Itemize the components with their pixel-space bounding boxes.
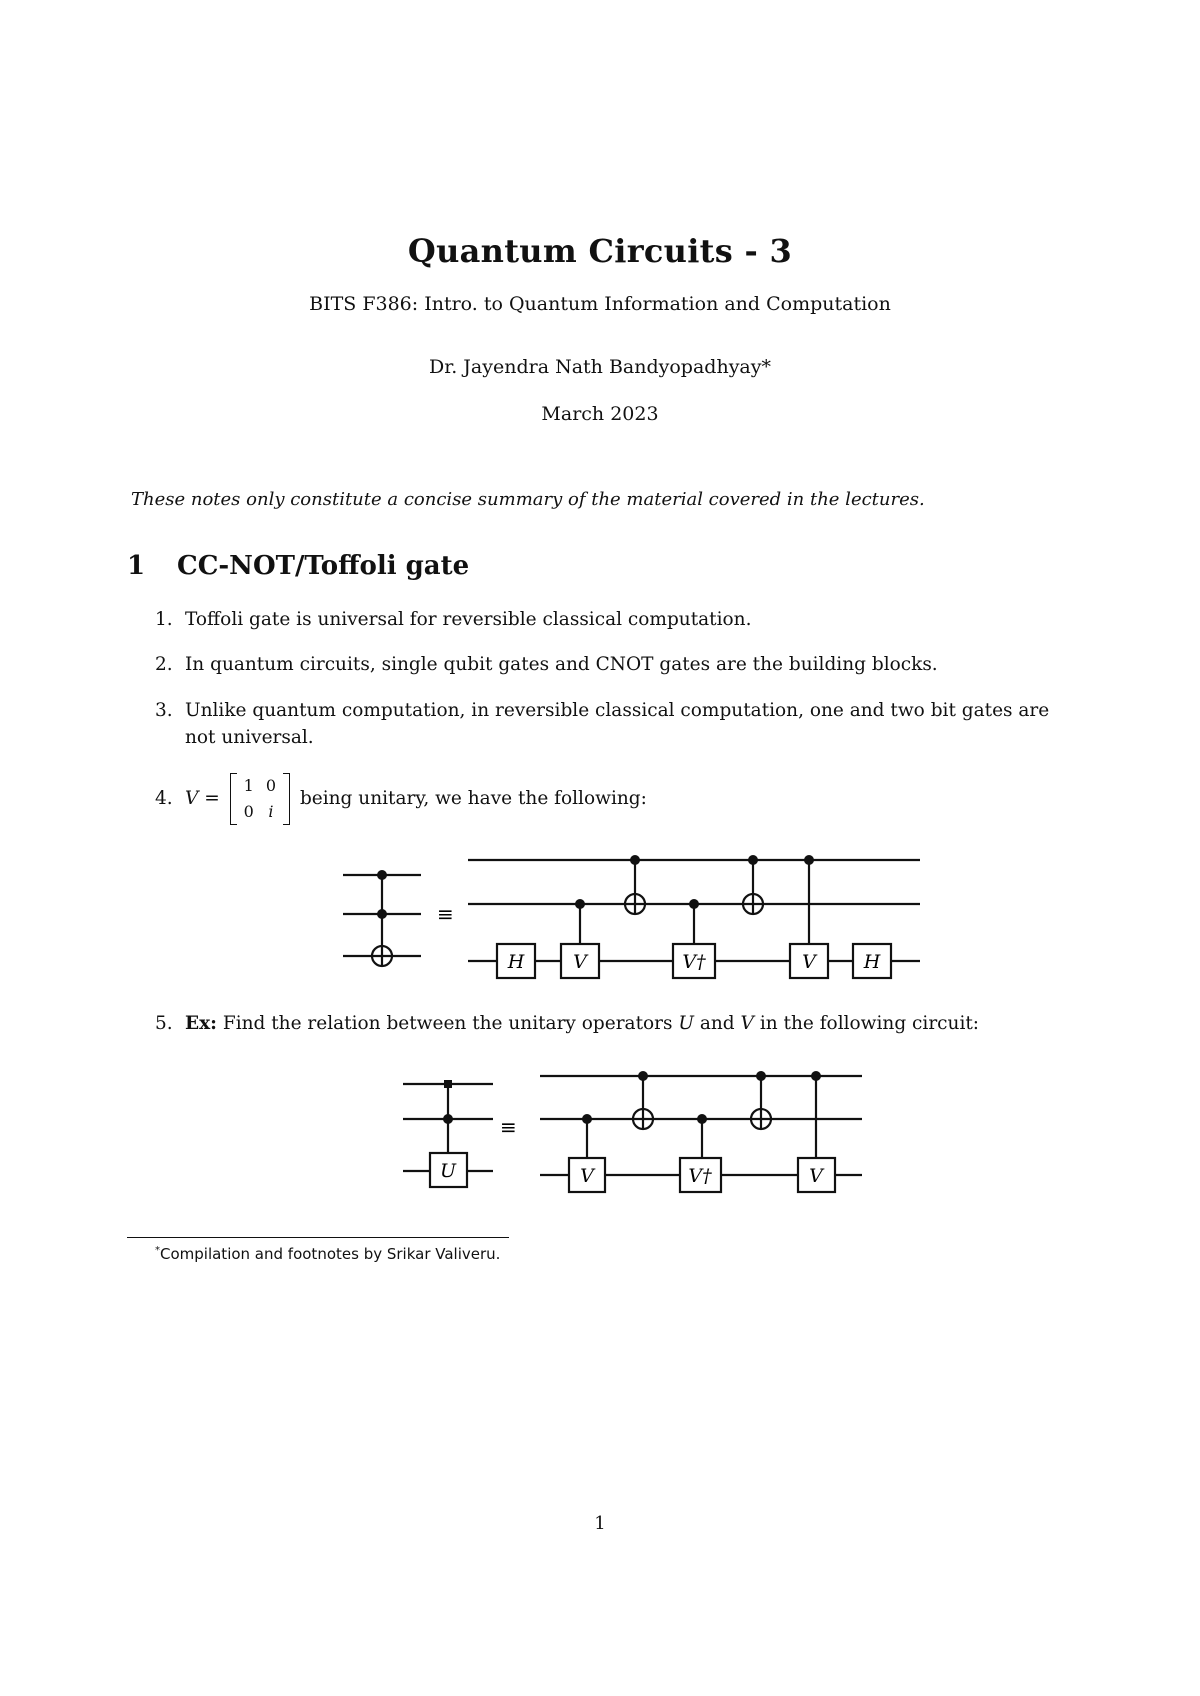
gate-label: V†	[682, 951, 706, 973]
gate-label: V	[802, 951, 816, 973]
control-dot	[443, 1114, 453, 1124]
control-dot	[697, 1114, 707, 1124]
footnote	[155, 1245, 500, 1263]
gate-label: H	[863, 951, 881, 973]
item-number: 3.	[155, 700, 173, 721]
control-dot	[582, 1114, 592, 1124]
matrix-cell: 0	[243, 802, 254, 821]
item-text: Toffoli gate is universal for reversible classical computation.	[185, 609, 752, 630]
control-dot	[811, 1071, 821, 1081]
item-text: Find the relation between the unitary operators	[222, 1013, 673, 1034]
gate-label: U	[439, 1160, 457, 1182]
footnote-rule	[127, 1237, 509, 1238]
gate-label: V	[580, 1165, 594, 1187]
matrix-cell: i	[268, 802, 274, 821]
control-dot	[638, 1071, 648, 1081]
item-number: 4.	[155, 788, 173, 809]
exercise-label: Ex:	[185, 1013, 217, 1034]
control-dot	[756, 1071, 766, 1081]
footnote-mark: *	[155, 1245, 160, 1256]
variable-u: U	[678, 1013, 694, 1034]
item-text: in the following circuit:	[759, 1013, 980, 1034]
item-text: being unitary, we have the following:	[299, 788, 647, 809]
item-text-continued: not universal.	[185, 727, 314, 748]
gate-label: H	[507, 951, 525, 973]
page-title: Quantum Circuits - 3	[407, 232, 793, 270]
conjunction: and	[699, 1013, 735, 1034]
gate-label: V	[573, 951, 587, 973]
gate-label: V†	[688, 1165, 712, 1187]
variable-v: V	[740, 1013, 754, 1034]
item-number: 2.	[155, 654, 173, 675]
matrix-cell: 1	[243, 776, 254, 795]
matrix-variable: V	[185, 788, 199, 809]
item-number: 5.	[155, 1013, 173, 1034]
author: Dr. Jayendra Nath Bandyopadhyay*	[429, 356, 771, 378]
course-name: BITS F386: Intro. to Quantum Information and Computation	[309, 293, 891, 315]
section-number: 1	[127, 551, 146, 581]
equivalence-symbol: ≡	[500, 1115, 517, 1139]
date: March 2023	[541, 403, 659, 425]
page-number: 1	[594, 1513, 606, 1534]
gate-label: V	[809, 1165, 823, 1187]
intro-note: These notes only constitute a concise summary of the material covered in the lectures.	[131, 489, 925, 510]
control-dot	[444, 1080, 452, 1088]
footnote-text: Compilation and footnotes by Srikar Valiveru.	[160, 1245, 501, 1263]
equals-sign: =	[204, 788, 220, 809]
item-number: 1.	[155, 609, 173, 630]
matrix-cell: 0	[265, 776, 277, 795]
equivalence-symbol: ≡	[437, 902, 454, 926]
section-title: CC-NOT/Toffoli gate	[177, 551, 470, 581]
item-text: Unlike quantum computation, in reversible classical computation, one and two bit gates are	[185, 700, 1050, 721]
item-text: In quantum circuits, single qubit gates and CNOT gates are the building blocks.	[185, 654, 938, 675]
